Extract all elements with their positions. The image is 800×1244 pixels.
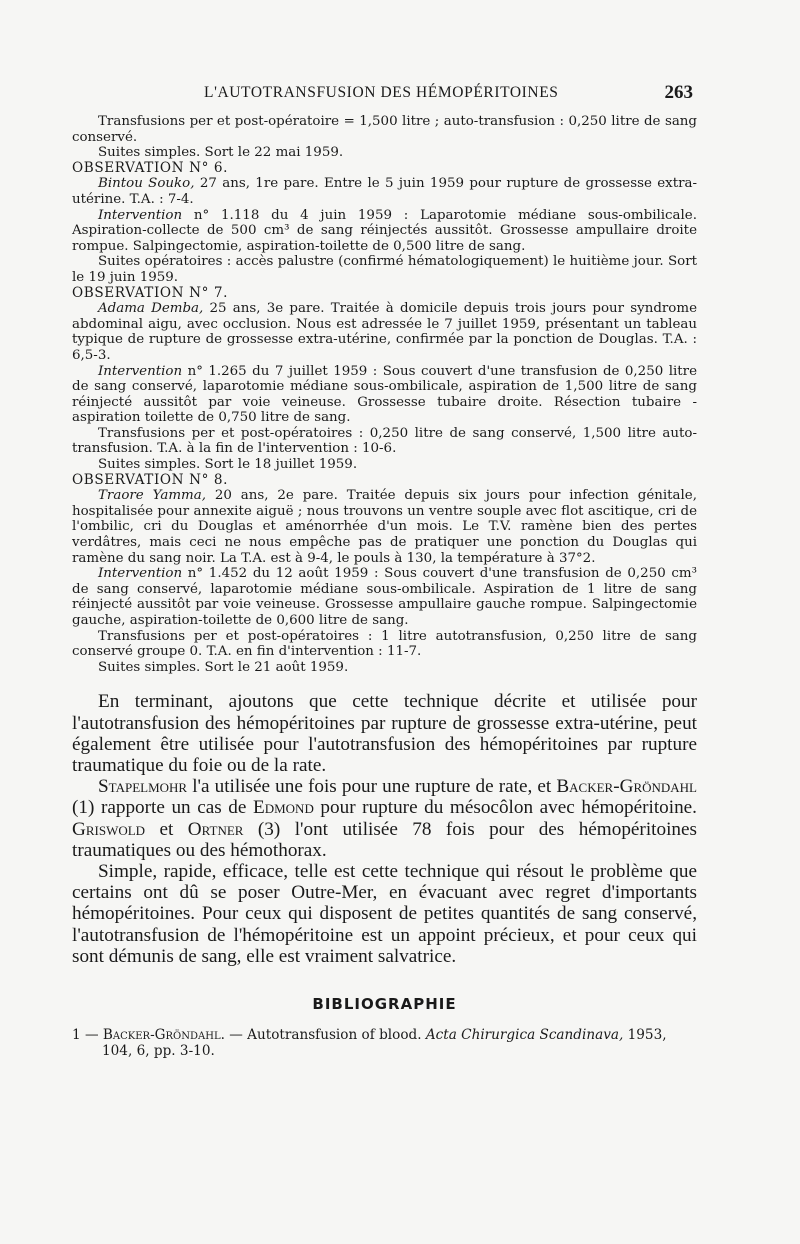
author-name: Ortner (187, 818, 244, 840)
observation-8-suites: Suites simples. Sort le 21 août 1959. (98, 659, 349, 675)
observation-6-title: OBSERVATION N° 6. (72, 159, 229, 176)
bibliography-heading: BIBLIOGRAPHIE (312, 995, 457, 1014)
intervention-label: Intervention (98, 363, 183, 379)
patient-details: 20 ans, 2e pare. Traitée depuis six jours pour infection génitale, hospitalisée pour annexite aiguë ; nous trouvons un ventre souple avec flot ascitique, cri de l'ombilic, cri du Douglas et aménorrhée d'un mois. Le T.V. ramène bien des pertes verdâtres, mais ceci ne nous empêche pas de pratiquer une ponction du Douglas qui ramène du sang noir. La T.A. est à 9-4, le pouls à 130, la température à 37°2. (72, 488, 697, 566)
conclusion (72, 691, 697, 967)
text-span: pour rupture du mésocôlon avec hémopéritoine. (313, 797, 697, 819)
case-reports (72, 114, 697, 675)
conclusion-paragraph-2 (72, 776, 697, 861)
observation-7-title: OBSERVATION N° 7. (72, 284, 229, 301)
author-name: Griswold (72, 818, 146, 840)
conclusion-paragraph-1: En terminant, ajoutons que cette technique décrite et utilisée pour l'autotransfusion des hémopéritoines par rupture de grossesse extra-utérine, peut également être utilisée pour l'autotransfusion des hémopéritoines par rupture traumatique du foie ou de la rate. (72, 691, 697, 776)
intervention-details: n° 1.452 du 12 août 1959 : Sous couvert d'une transfusion de 0,250 cm³ de sang conservé, laparotomie médiane sous-ombilicale. Aspiration de 1 litre de sang réinjecté aussitôt par voie veineuse. Grossesse ampullaire gauche rompue. Salpingectomie gauche, aspiration-toilette de 0,600 litre de sang. (72, 566, 697, 628)
intervention-label: Intervention (98, 207, 183, 223)
conclusion-paragraph-3: Simple, rapide, efficace, telle est cette technique qui résout le problème que certains ont dû se poser Outre-Mer, en évacuant avec regret d'importants hémopéritoines. Pour ceux qui disposent de petites quantités de sang conservé, l'autotransfusion de l'hémopéritoine est un appoint précieux, et pour ceux qui sont démunis de sang, elle est vraiment salvatrice. (72, 861, 697, 967)
bibliography (72, 1027, 697, 1059)
patient-details: 27 ans, 1re pare. Entre le 5 juin 1959 pour rupture de grossesse extra-utérine. T.A. : 7-4. (72, 176, 697, 207)
observation-7-transfusions: Transfusions per et post-opératoires : 0,250 litre de sang conservé, 1,500 litre auto-transfusion. T.A. à la fin de l'intervention : 10-6. (72, 425, 697, 457)
observation-7-intervention (72, 364, 697, 426)
observation-8-intervention (72, 566, 697, 628)
observation-8-patient (72, 488, 697, 566)
author-name: Edmond (253, 797, 314, 819)
text-span: (1) rapporte un cas de (72, 797, 253, 819)
observation-7-suites: Suites simples. Sort le 18 juillet 1959. (98, 457, 358, 473)
author-name: Stapelmohr (98, 776, 188, 798)
observation-6-patient (72, 176, 697, 207)
transfusion-paragraph: Transfusions per et post-opératoire = 1,500 litre ; auto-transfusion : 0,250 litre de sang conservé. (72, 114, 697, 145)
entry-number: 1 — (72, 1027, 99, 1044)
text-span: et (145, 818, 188, 840)
intervention-details: n° 1.118 du 4 juin 1959 : Laparotomie médiane sous-ombilicale. Aspiration-collecte de 500 cm³ de sang réinjectés aussitôt. Grossesse ampullaire droite rompue. Salpingectomie, aspiration-toilette de 0,500 litre de sang. (72, 207, 697, 254)
page-number: 263 (664, 82, 693, 103)
entry-reference: 1953, 104, 6, pp. 3-10. (102, 1027, 667, 1060)
page-header (72, 80, 697, 114)
document-page (72, 80, 697, 1059)
intervention-label: Intervention (98, 566, 183, 582)
entry-title: — Autotransfusion of blood. (224, 1027, 426, 1044)
bibliography-entry (72, 1027, 697, 1059)
patient-name: Bintou Souko, (98, 176, 195, 192)
patient-name: Traore Yamma, (98, 488, 206, 504)
text-span: l'a utilisée une fois pour une rupture de rate, et (187, 776, 557, 798)
observation-7-patient (72, 301, 697, 363)
running-title: L'AUTOTRANSFUSION DES HÉMOPÉRITOINES (204, 84, 559, 101)
text-span: (3) l'ont utilisée 78 fois pour des hémopéritoines traumatiques ou des hémothorax. (72, 818, 697, 861)
intervention-details: n° 1.265 du 7 juillet 1959 : Sous couvert d'une transfusion de 0,250 litre de sang conservé, laparotomie médiane sous-ombilicale, aspiration de 1,500 litre de sang réinjecté aussitôt par voie veineuse. Grossesse tubaire droite. Résection tubaire - aspiration toilette de 0,750 litre de sang. (72, 363, 697, 426)
suites-paragraph: Suites simples. Sort le 22 mai 1959. (98, 145, 344, 161)
patient-details: 25 ans, 3e pare. Traitée à domicile depuis trois jours pour syndrome abdominal aigu, avec occlusion. Nous est adressée le 7 juillet 1959, présentant un tableau typique de rupture de grossesse extra-utérine, confirmée par la ponction de Douglas. T.A. : 6,5-3. (72, 301, 697, 363)
observation-6-intervention (72, 208, 697, 255)
author-name: Backer-Gröndahl (556, 776, 697, 798)
entry-author: Backer-Gröndahl. (102, 1027, 225, 1044)
entry-journal: Acta Chirurgica Scandinava, (425, 1027, 624, 1044)
observation-6-suites: Suites opératoires : accès palustre (confirmé hématologiquement) le huitième jour. Sort le 19 juin 1959. (72, 254, 697, 285)
observation-8-title: OBSERVATION N° 8. (72, 471, 229, 488)
observation-8-transfusions: Transfusions per et post-opératoires : 1 litre autotransfusion, 0,250 litre de sang conservé groupe 0. T.A. en fin d'intervention : 11-7. (72, 628, 697, 660)
patient-name: Adama Demba, (98, 301, 204, 317)
